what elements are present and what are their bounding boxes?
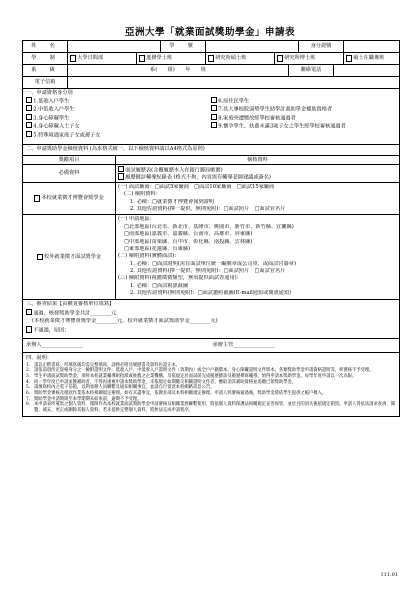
required-docs-label: 必備資料 (23, 165, 116, 182)
check-items-header: 檢核資料 (247, 157, 268, 163)
approved-option[interactable]: 通過，核發獎助學金共計________元 (26, 309, 396, 318)
reward-item-header: 獎勵項目 (23, 156, 116, 164)
eligibility-section (23, 89, 399, 145)
checkbox-icon (211, 105, 217, 111)
program-option[interactable]: 大學日間部 (68, 53, 137, 64)
phone-label: 聯絡電話 (289, 65, 334, 76)
eligibility-option[interactable]: 4.身心障礙人士子女 (26, 122, 211, 131)
program-option[interactable]: 研究所碩士班 (206, 53, 275, 64)
email-field[interactable] (68, 77, 399, 88)
checkbox-icon (277, 55, 283, 61)
checkbox-icon (26, 114, 32, 120)
checkbox-icon (26, 105, 32, 111)
checkbox-icon (37, 254, 43, 260)
notes-title: 四、說明： (26, 354, 52, 361)
email-label: 電子信箱 (23, 77, 68, 88)
checkbox-icon (26, 309, 32, 315)
documents-header-row (23, 156, 399, 165)
doc-line: □北部地區(台北市、新北市、基隆市、桃園市、新竹市、新竹縣、宜蘭縣) (124, 223, 294, 230)
eligibility-option[interactable]: 3.身心障礙學生 (26, 114, 211, 123)
program-option[interactable]: 進修學士班 (137, 53, 206, 64)
checkbox-icon (70, 55, 76, 61)
email-row (23, 77, 399, 89)
eligibility-option[interactable]: 1.低收入戶學生 (26, 97, 211, 106)
form-frame (22, 40, 400, 417)
department-row (23, 65, 399, 77)
doc-option[interactable]: 面試履歷表(含覆履歷本人在銀行郵局帳號) (118, 166, 397, 173)
supervisor-signature[interactable]: 承辦主管________________ (212, 341, 275, 348)
form-version-code: 111.01 (380, 572, 398, 578)
id-number-field[interactable] (344, 41, 399, 52)
doc-line: (二) 檢附資料： (124, 191, 161, 198)
student-id-label: 學 號 (161, 41, 206, 52)
checkbox-icon (118, 166, 124, 172)
note-item: 4. 同一學年度已申請並獲補助者，不得再重複申請本獎助學金，未依規定如期繳交相關證明文件者，應取消其補助資格並追繳已領獎助學金。 (26, 379, 297, 385)
eligibility-option[interactable]: 6.原住民學生 (211, 97, 396, 106)
notes-section (23, 353, 399, 416)
phone-field[interactable] (334, 65, 399, 76)
note-item: 2. 請依前項所定資格身分之一檢附證明文件：低收入戶、中低收入戶證明文件（效期內）或全戶戶籍謄本，身心障礙證明文件影本，各類獎助學金申請資格證明等，經審核不予受理。 (26, 368, 374, 374)
program-option[interactable]: 碩士在職專班 (344, 53, 399, 64)
checkbox-icon (208, 55, 214, 61)
doc-line: (三) 檢附資料(視應徵徵類型，無須提供面試者通用)： (118, 275, 242, 282)
doc-option[interactable]: 履歷健診輔導紀錄表 (格式不拘，內容需有輔導老師建議或簽名) (118, 173, 397, 180)
checkbox-icon (211, 97, 217, 103)
rejected-option[interactable]: 不通過，原因： (26, 326, 396, 335)
form-title: 亞洲大學「就業面試獎助學金」申請表 (124, 27, 295, 38)
program-label: 學 制 (23, 53, 68, 64)
required-docs-row (23, 165, 399, 183)
checkbox-icon (346, 55, 352, 61)
checkbox-icon (211, 122, 217, 128)
checkbox-icon (118, 173, 124, 179)
name-field[interactable] (68, 41, 161, 52)
department-label: 系 級 (23, 65, 68, 76)
program-row (23, 53, 399, 65)
eligibility-option[interactable]: 5.特殊境遇家庭子女或孫子女 (26, 131, 211, 140)
student-id-field[interactable] (206, 41, 299, 52)
doc-line: 2. 其他佐證資料(無則免附)：□面試邀約截圖(E-mail通知或簡訊通知) (130, 290, 292, 297)
department-field[interactable]: 系( 組) 年 班 (68, 65, 289, 76)
handler-signature[interactable]: 承辦人________________ (26, 341, 84, 348)
checkbox-icon (26, 97, 32, 103)
doc-line: (二) 檢附資料(實體面試)： (118, 253, 180, 260)
job-fair-row (23, 183, 399, 216)
note-item: 5. 請填寫校內之電子信箱，以利承辦人員聯繫及通知相關事宜，並請自行留意本校網路訊息公告。 (26, 385, 215, 391)
job-fair-option[interactable]: 本校就業徵才博覽會獎學金 (23, 183, 116, 215)
doc-line: □中部地區(苗栗縣、台中市、彰化縣、南投縣、雲林縣) (124, 238, 253, 245)
external-interview-option[interactable]: 校外就業徵才面試獎學金 (23, 215, 116, 298)
note-item: 7. 獎助學金申請期限至本學期期末結束前，逾期不予受理。 (26, 396, 142, 402)
checkbox-icon (139, 55, 145, 61)
doc-line: 1. 必檢：□面試證明(需有面試單位統一編號章或公司章，或面試官簽章) (130, 260, 296, 267)
identity-row (23, 41, 399, 53)
checkbox-icon (26, 131, 32, 137)
doc-line: 2. 其他佐證資料(擇一提供，無則免附)：□面試照片 □面試官名片 (130, 205, 286, 212)
checkbox-icon (34, 195, 40, 201)
doc-line: (一) 申請地區： (118, 216, 155, 223)
external-interview-row (23, 215, 399, 298)
note-item: 1. 請以正楷書寫，所填寫處均需完整填寫，請務必附送履歷書及資料佐證正本。 (26, 362, 181, 368)
note-item: 3. 學生申請面試獎助學金，須經本校就業輔導組指派或推薦之企業機構，及依規定於面試前完成履歷健診及履歷撰寫輔導，始得申請本獎助學金。每學年度申請以一次為限。 (26, 373, 357, 379)
note-item: 8. 本申請表所蒐集之個人資料，僅限作為本校就業面試獎助學金申請審核及相關業務聯繫使用，將依個人資料保護法相關規定妥善保管，並於目的消失後依規定銷毀。申請人得依法請求查詢、閱覽、補充、更正或刪除其個人資料，若未提供完整個人資料，將無法完成申請程序。 (26, 402, 395, 413)
doc-line: (一) 面試廠商：□面試5家廠商 □面試10家廠商 □面試15家廠商 (118, 183, 275, 190)
review-title: 三、審查結果【由權責審核單位填寫】 (26, 300, 115, 307)
eligibility-option[interactable]: 7.具大專校院弱勢學生助學計畫助學金補助資格者 (211, 105, 396, 114)
program-option[interactable]: 研究所博士班 (275, 53, 344, 64)
name-label: 姓 名 (23, 41, 68, 52)
doc-line: 1. 必檢：□就業徵才博覽會報到證明 (130, 198, 215, 205)
doc-line: 1. 必檢：□面試視訊截圖 (130, 282, 189, 289)
doc-line: □東部地區(花蓮縣、台東縣) (124, 245, 191, 252)
documents-table (23, 155, 399, 299)
id-number-label: 身分證號 (299, 41, 344, 52)
eligibility-option[interactable]: 2.中低收入戶學生 (26, 105, 211, 114)
checkbox-icon (211, 114, 217, 120)
eligibility-option[interactable]: 8.家庭突遭變故經學校審核通過者 (211, 114, 396, 123)
note-item: 6. 獎助學金審核及撥款作業依本校相關規定辦理，如有未盡事宜，依教育部及本校相關規定辦理。申請人經審核通過後，獎助學金將依學生提供之帳戶撥入。 (26, 390, 327, 396)
review-section (23, 300, 399, 339)
doc-line: □南部地區(嘉義市、嘉義縣、台南市、高雄市、屏東縣) (124, 231, 253, 238)
checkbox-icon (26, 326, 32, 332)
doc-line: 2. 其他佐證資料(擇一提供，無則免附)：□面試照片 □面試官名片 (130, 268, 286, 275)
documents-title: 二、申請獎助學金檢核資料 (為求格式統一，以下檢核資料請以A4格式為原則) (26, 146, 205, 152)
eligibility-title: 一、申請資格身分別 (26, 90, 73, 96)
review-detail: (本校就業徵才博覽會獎學金________元，校外就業徵才面試獎助學金________元) (32, 317, 218, 324)
eligibility-option[interactable]: 9.懷孕學生、扶養未滿3歲子女之學生經學校審核通過者 (211, 122, 396, 131)
checkbox-icon (26, 122, 32, 128)
documents-section (23, 145, 399, 300)
signature-row (23, 339, 399, 353)
